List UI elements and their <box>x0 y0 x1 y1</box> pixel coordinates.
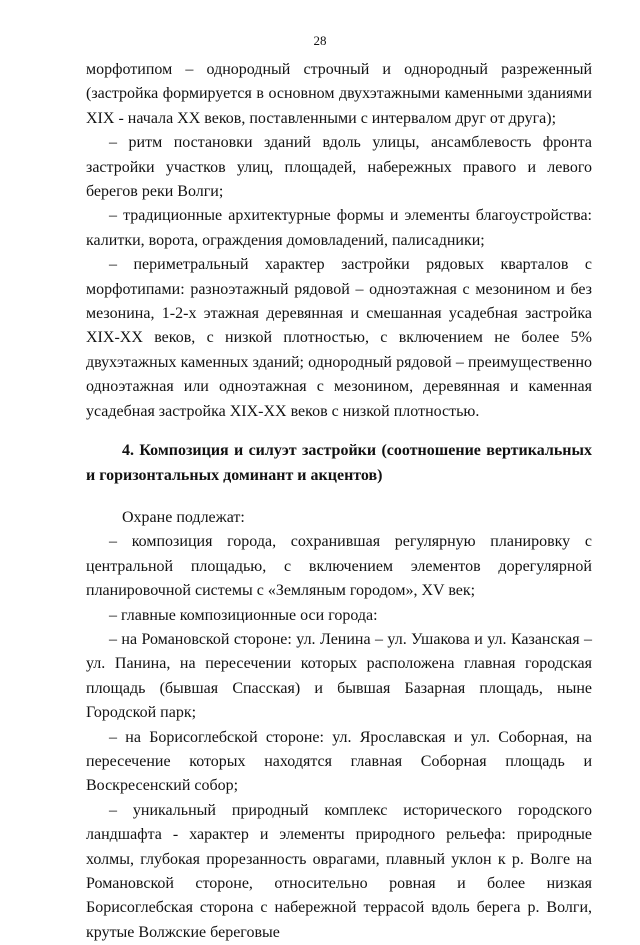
list-item: – главные композиционные оси города: <box>109 606 378 624</box>
list-item: – периметральный характер застройки рядовых кварталов с морфотипами: разноэтажный рядовой – одноэтажная с мезонином и без мезонина, 1-2-х этажная деревянная и смешанная усадебная застройка XIX-XX веков, с низкой плотностью, с включением не более 5% двухэтажных каменных зданий; однородный рядовой – преимущественно одноэтажная или одноэтажная с мезонином, деревянная и каменная усадебная застройка XIX-XX веков с низкой плотностью. <box>86 256 592 420</box>
page-number: 28 <box>313 33 327 48</box>
document-body <box>86 58 592 945</box>
list-item: – традиционные архитектурные формы и элементы благоустройства: калитки, ворота, ограждения домовладений, палисадники; <box>86 207 592 249</box>
list-item: – на Борисоглебской стороне: ул. Ярославская и ул. Соборная, на пересечение которых находятся главная Соборная площадь и Воскресенский собор; <box>86 728 592 795</box>
paragraph: морфотипом – однородный строчный и однородный разреженный (застройка формируется в основном двухэтажными каменными зданиями XIX - начала XX веков, поставленными с интервалом друг от друга); <box>86 61 592 127</box>
list-item: – композиция города, сохранившая регулярную планировку с центральной площадью, с включением элементов дорегулярной планировочной системы с «Земляным городом», XV век; <box>86 533 592 600</box>
list-item: – на Романовской стороне: ул. Ленина – ул. Ушакова и ул. Казанская – ул. Панина, на пересечении которых расположена главная городская площадь (бывшая Спасская) и бывшая Базарная площадь, ныне Городской парк; <box>86 630 592 722</box>
protection-label: Охране подлежат: <box>122 508 245 526</box>
section-heading: 4. Композиция и силуэт застройки (соотношение вертикальных и горизонтальных доминант и акцентов) <box>86 442 592 484</box>
list-item: – уникальный природный комплекс исторического городского ландшафта - характер и элементы природного рельефа: природные холмы, глубокая прорезанность оврагами, плавный уклон к р. Волге на Романовской стороне, относительно ровная и более низкая Борисоглебская сторона с набережной террасой вдоль берега р. Волги, крутые Волжские береговые <box>86 801 592 941</box>
list-item: – ритм постановки зданий вдоль улицы, ансамблевость фронта застройки участков улиц, площадей, набережных правого и левого берегов реки Волги; <box>86 134 592 201</box>
